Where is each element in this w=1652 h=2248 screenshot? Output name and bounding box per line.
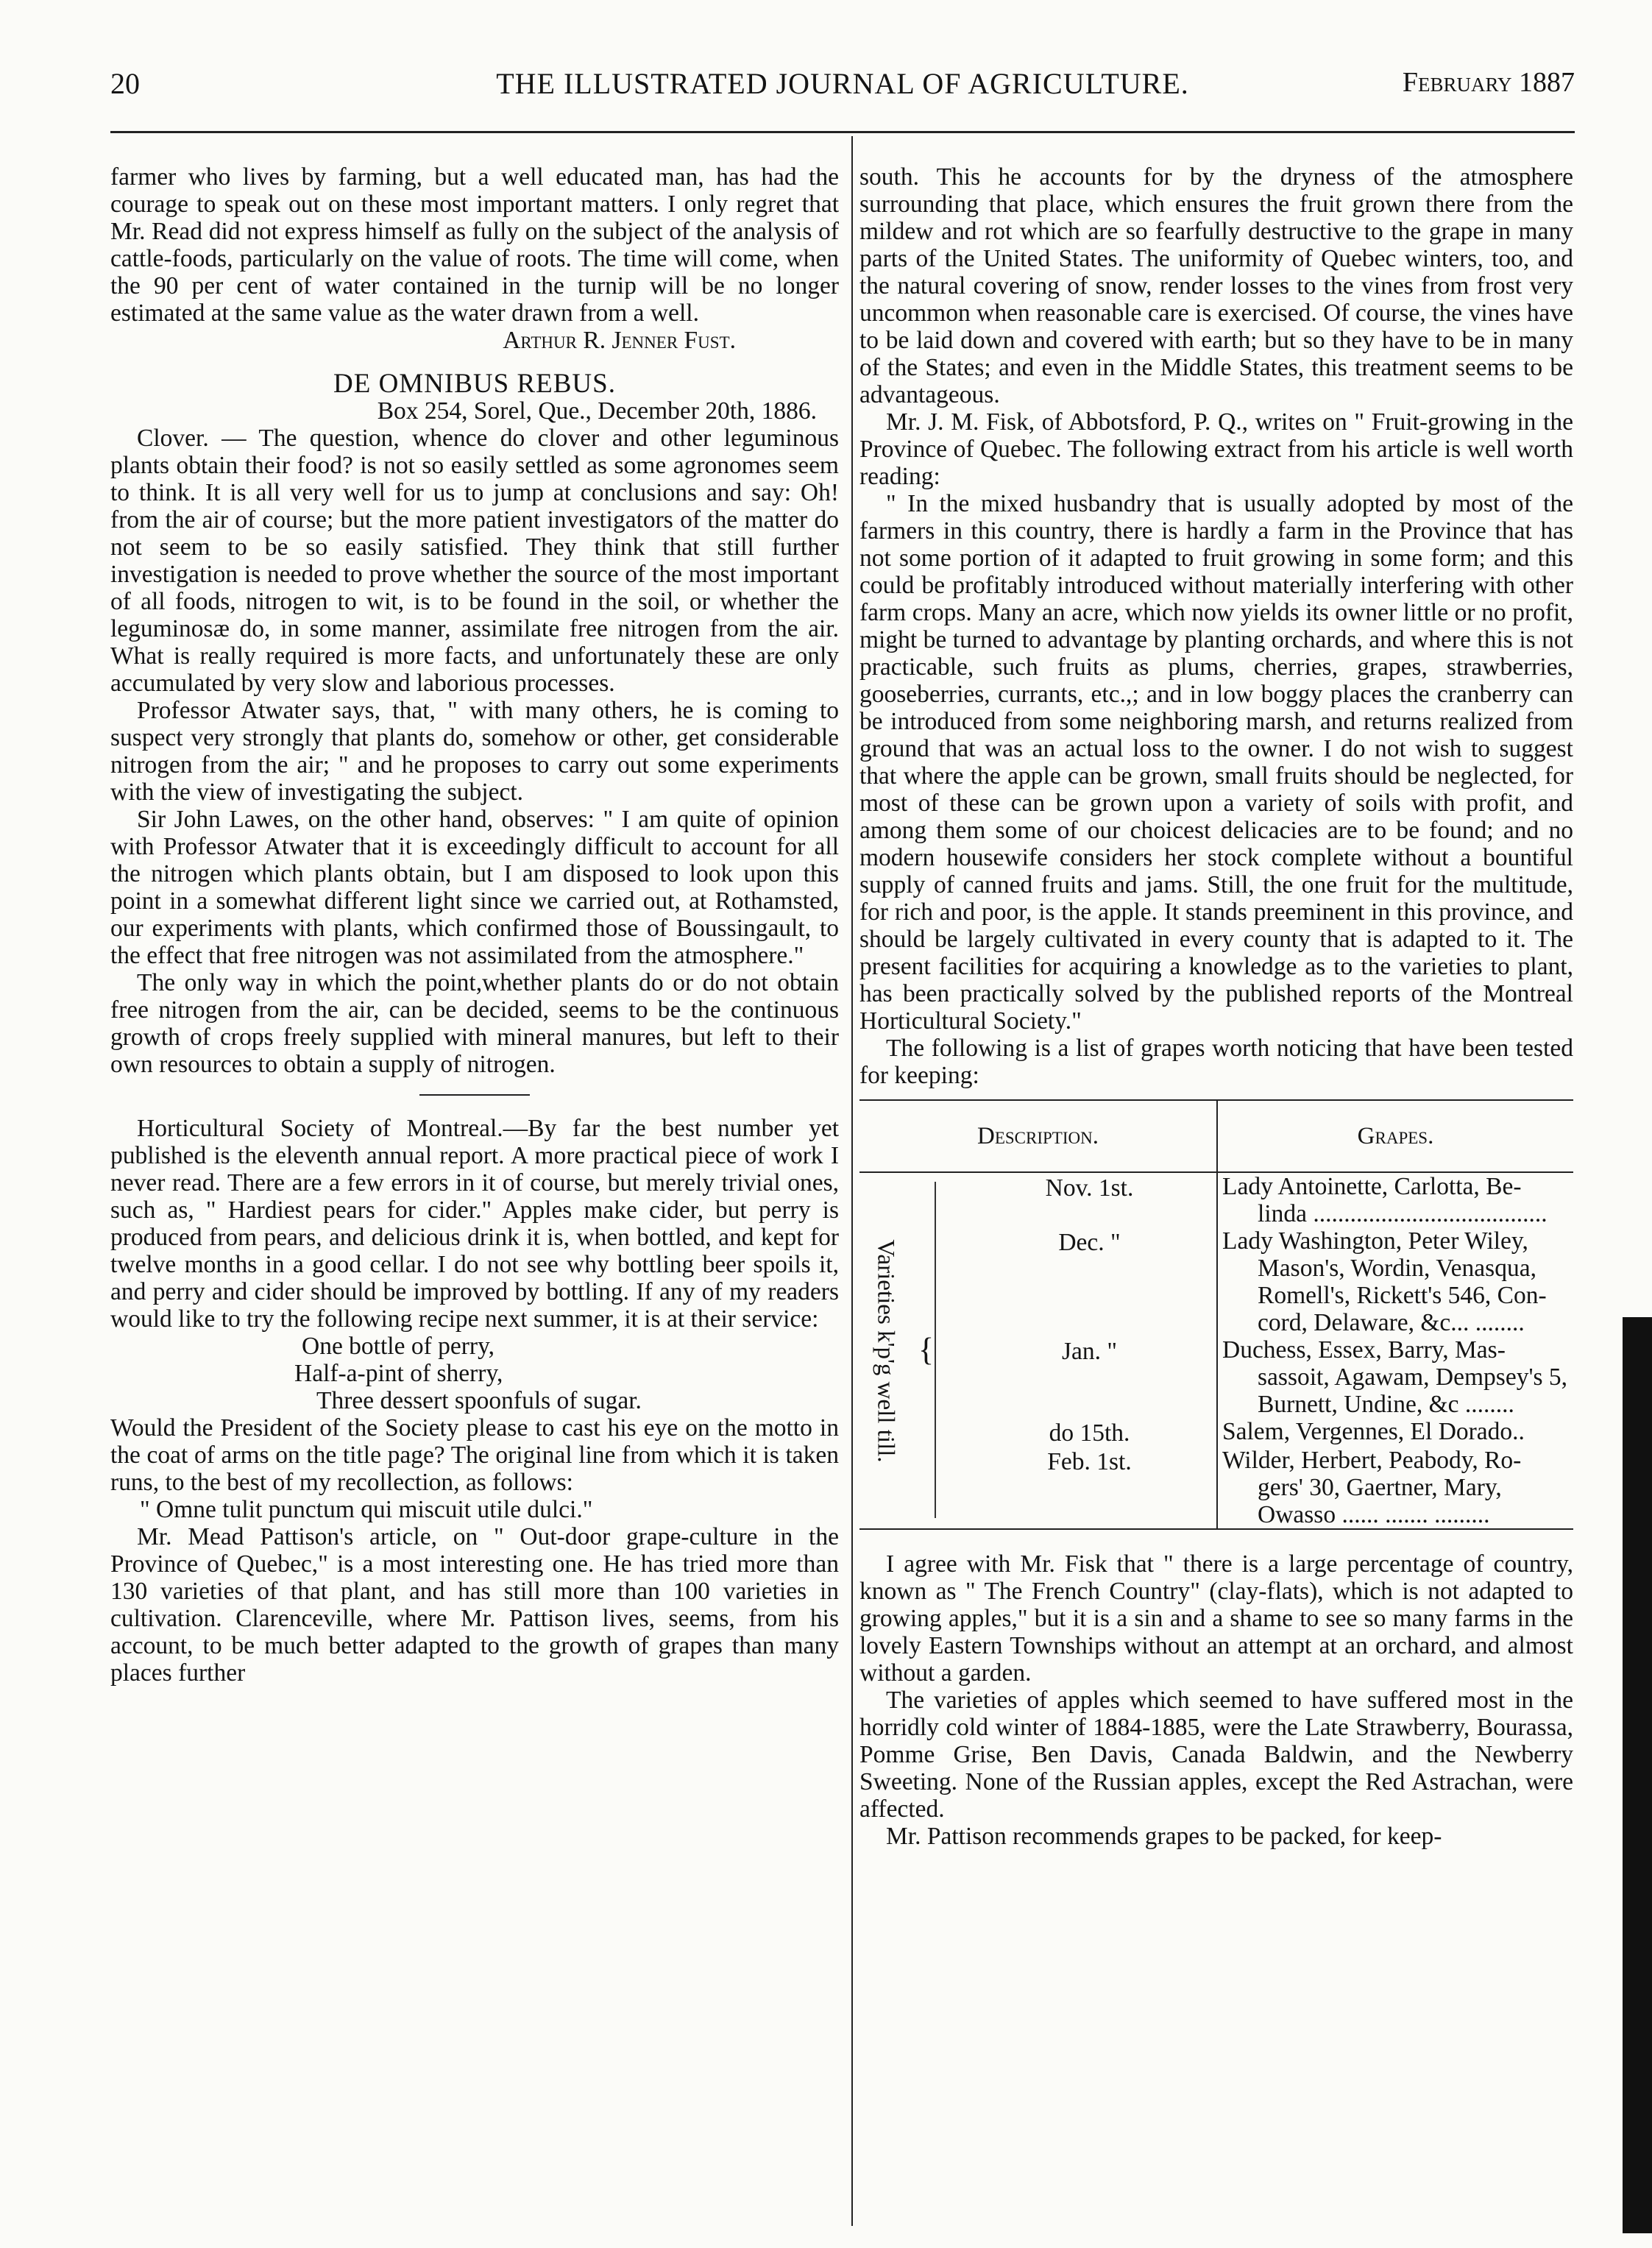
paragraph-only-way: The only way in which the point,whether plants do or do not obtain free nitrogen from the air, can be decided, seems to be the continuous growth of crops freely supplied with mineral manures, but left to their own resources to obtain a supply of nitrogen. <box>110 969 839 1078</box>
side-label-text: Varieties k'p'g well till. <box>872 1238 899 1463</box>
table-body <box>859 1173 1573 1528</box>
row-grapes <box>1218 1418 1573 1447</box>
grapes-table <box>859 1099 1573 1530</box>
grape-line: Lady Washington, Peter Wiley, <box>1222 1227 1528 1255</box>
grape-line: Lady Antoinette, Carlotta, Be- <box>1222 1173 1522 1200</box>
paragraph-south: south. This he accounts for by the dryness of the atmosphere surrounding that place, which ensures the fruit grown there from the mildew and rot which are so fearfully destructive to the grape in many parts of the United States. The uniformity of Quebec winters, too, and the natural covering of snow, render losses to the vines from frost very uncommon when reasonable care is exercised. Of course, the vines have to be laid down and covered with earth; but so they have to be in many of the States; and even in the Middle States, this treatment seems to be advantageous. <box>859 163 1573 408</box>
recipe-line: Half-a-pint of sherry, <box>294 1360 503 1387</box>
paragraph-pattison: Mr. Mead Pattison's article, on " Out-door grape-culture in the Province of Quebec," is a most interesting one. He has tried more than 130 varieties of that plant, and has still more than 100 varieties in cultivation. Clarenceville, where Mr. Pattison lives, seems, from his account, to be much better adapted to the growth of grapes than many places further <box>110 1523 839 1687</box>
grape-line: linda ...................................... <box>1258 1200 1548 1227</box>
paragraph-recommends: Mr. Pattison recommends grapes to be packed, for keep- <box>886 1823 1442 1850</box>
scan-edge-shadow <box>1623 1317 1652 2233</box>
row-date: Feb. 1st. <box>963 1447 1218 1528</box>
row-grapes <box>1218 1227 1573 1336</box>
recipe-line: One bottle of perry, <box>302 1333 495 1360</box>
side-label <box>859 1173 911 1528</box>
header-rule <box>110 131 1575 133</box>
grape-line: Burnett, Undine, &c ........ <box>1258 1391 1514 1418</box>
grape-line: cord, Delaware, &c... ........ <box>1258 1309 1525 1336</box>
table-row <box>963 1227 1573 1336</box>
table-row <box>963 1173 1573 1227</box>
left-column <box>110 163 839 1687</box>
paragraph-clover: Clover. — The question, whence do clover and other leguminous plants obtain their food? is not so easily settled as some agronomes seem to think. It is all very well for us to jump at conclusions and say: Oh! from the air of course; but the more patient investigators of the matter do not seem to be so easily satisfied. They think that still further investigation is needed to prove whether the source of the most important of all foods, nitrogen to wit, is to be found in the soil, or whether the leguminosæ do, in some manner, assimilate free nitrogen from the air. What is really required is more facts, and unfortunately these are only accumulated by very slow and laborious processes. <box>110 425 839 697</box>
fisk-quotation: " In the mixed husbandry that is usually adopted by most of the farmers in this country, there is hardly a farm in the Province that has not some portion of it adapted to fruit growing in some form; and this could be profitably introduced without materially interfering with other farm crops. Many an acre, which now yields its owner little or no profit, might be turned to advantage by planting orchards, and where this is not practicable, such fruits as plums, cherries, grapes, strawberries, gooseberries, currants, etc.,; and in low boggy places the cranberry can be introduced from some neighboring marsh, and returns realized from ground that was an actual loss to the owner. I do not wish to suggest that where the apple can be grown, small fruits should be neglected, for most of these can be grown upon a variety of soils with profit, and among them some of our choicest delicacies are to be found; and no modern housewife considers her stock complete without a bountiful supply of canned fruits and jams. Still, the one fruit for the multitude, for rich and poor, is the apple. It stands preeminent in this province, and should be largely cultivated in every county that is adapted to it. The present facilities for acquiring a knowledge as to the varieties to plant, has been practically solved by the published reports of the Montreal Horticultural Society." <box>859 490 1573 1035</box>
paragraph-atwater: Professor Atwater says, that, " with many others, he is coming to suspect very strongly that plants do, somehow or other, get considerable nitrogen from the air; " and he proposes to carry out some experiments with the view of investigating the subject. <box>110 697 839 806</box>
paragraph-list-intro: The following is a list of grapes worth noticing that have been tested for keeping: <box>859 1035 1573 1089</box>
table-row <box>963 1336 1573 1418</box>
recipe-line: Three dessert spoonfuls of sugar. <box>316 1387 642 1414</box>
row-grapes <box>1218 1447 1573 1528</box>
paragraph-president: Would the President of the Society please to cast his eye on the motto in the coat of arms on the title page? The original line from which it is taken runs, to the best of my recollection, as follows: <box>110 1414 839 1496</box>
paragraph-lawes: Sir John Lawes, on the other hand, observes: " I am quite of opinion with Professor Atwater that it is exceedingly difficult to account for all the nitrogen which plants obtain, but I am disposed to look upon this point in a somewhat different light since we carried out, at Rothamsted, our experiments with plants, which confirmed those of Boussingault, to the effect that free nitrogen was not assimilated from the atmosphere." <box>110 806 839 969</box>
row-grapes <box>1218 1173 1573 1227</box>
row-date: do 15th. <box>963 1418 1218 1447</box>
issue-date: February 1887 <box>1402 67 1575 98</box>
grape-line: Duchess, Essex, Barry, Mas- <box>1222 1336 1506 1364</box>
column-divider <box>851 136 853 2226</box>
grape-line: gers' 30, Gaertner, Mary, <box>1258 1474 1502 1501</box>
column-header-grapes: Grapes. <box>1357 1122 1434 1149</box>
page-header <box>110 66 1575 118</box>
grape-line: Owasso ...... ....... ......... <box>1258 1501 1490 1528</box>
paragraph-farmer: farmer who lives by farming, but a well educated man, has had the courage to speak out on these most important matters. I only regret that Mr. Read did not express himself as fully on the subject of the analysis of cattle-foods, particularly on the value of roots. The time will come, when the 90 per cent of water contained in the turnip will be no longer estimated at the same value as the water drawn from a well. <box>110 163 839 327</box>
row-date: Jan. " <box>963 1336 1218 1418</box>
table-row <box>963 1418 1573 1447</box>
brace-icon: { <box>911 1173 963 1528</box>
table-header <box>859 1101 1573 1173</box>
table-rows <box>963 1173 1573 1528</box>
author-signature: Arthur R. Jenner Fust. <box>503 327 736 354</box>
paragraph-fisk: Mr. J. M. Fisk, of Abbotsford, P. Q., writes on " Fruit-growing in the Province of Quebec. The following extract from his article is well worth reading: <box>859 408 1573 490</box>
column-header-description: Description. <box>859 1101 1218 1171</box>
row-date: Nov. 1st. <box>963 1173 1218 1227</box>
dateline: Box 254, Sorel, Que., December 20th, 1886. <box>377 397 817 425</box>
table-row <box>963 1447 1573 1528</box>
paragraph-varieties: The varieties of apples which seemed to have suffered most in the horridly cold winter of 1884-1885, were the Late Strawberry, Bourassa, Pomme Grise, Ben Davis, Canada Baldwin, and the Newberry Sweeting. None of the Russian apples, except the Red Astrachan, were affected. <box>859 1687 1573 1823</box>
grape-line: Mason's, Wordin, Venasqua, <box>1258 1255 1536 1282</box>
grape-line: Romell's, Rickett's 546, Con- <box>1258 1282 1547 1309</box>
paragraph-agree: I agree with Mr. Fisk that " there is a large percentage of country, known as " The French Country" (clay-flats), which is not adapted to growing apples," but it is a sin and a shame to see so many farms in the lovely Eastern Townships without an attempt at an orchard, and almost without a garden. <box>859 1550 1573 1687</box>
row-grapes <box>1218 1336 1573 1418</box>
grape-line: sassoit, Agawam, Dempsey's 5, <box>1258 1364 1568 1391</box>
right-column <box>859 163 1573 1850</box>
journal-title: THE ILLUSTRATED JOURNAL OF AGRICULTURE. <box>496 67 1189 100</box>
section-title: DE OMNIBUS REBUS. <box>333 369 616 399</box>
grape-line: Salem, Vergennes, El Dorado.. <box>1222 1418 1525 1445</box>
section-divider <box>419 1094 530 1096</box>
grape-line: Wilder, Herbert, Peabody, Ro- <box>1222 1447 1522 1474</box>
latin-motto: " Omne tulit punctum qui miscuit utile dulci." <box>140 1496 593 1523</box>
paragraph-horticultural: Horticultural Society of Montreal.—By far the best number yet published is the eleventh annual report. A more practical piece of work I never read. There are a few errors in it of course, but merely trivial ones, such as, " Hardiest pears for cider." Apples make cider, but perry is produced from pears, and delicious drink it is, when bottled, and kept for twelve months in a good cellar. I do not see why bottling beer spoils it, and perry and cider should be improved by bottling. If any of my readers would like to try the following recipe next summer, it is at their service: <box>110 1115 839 1333</box>
row-date: Dec. " <box>963 1227 1218 1336</box>
page-number: 20 <box>110 67 140 100</box>
